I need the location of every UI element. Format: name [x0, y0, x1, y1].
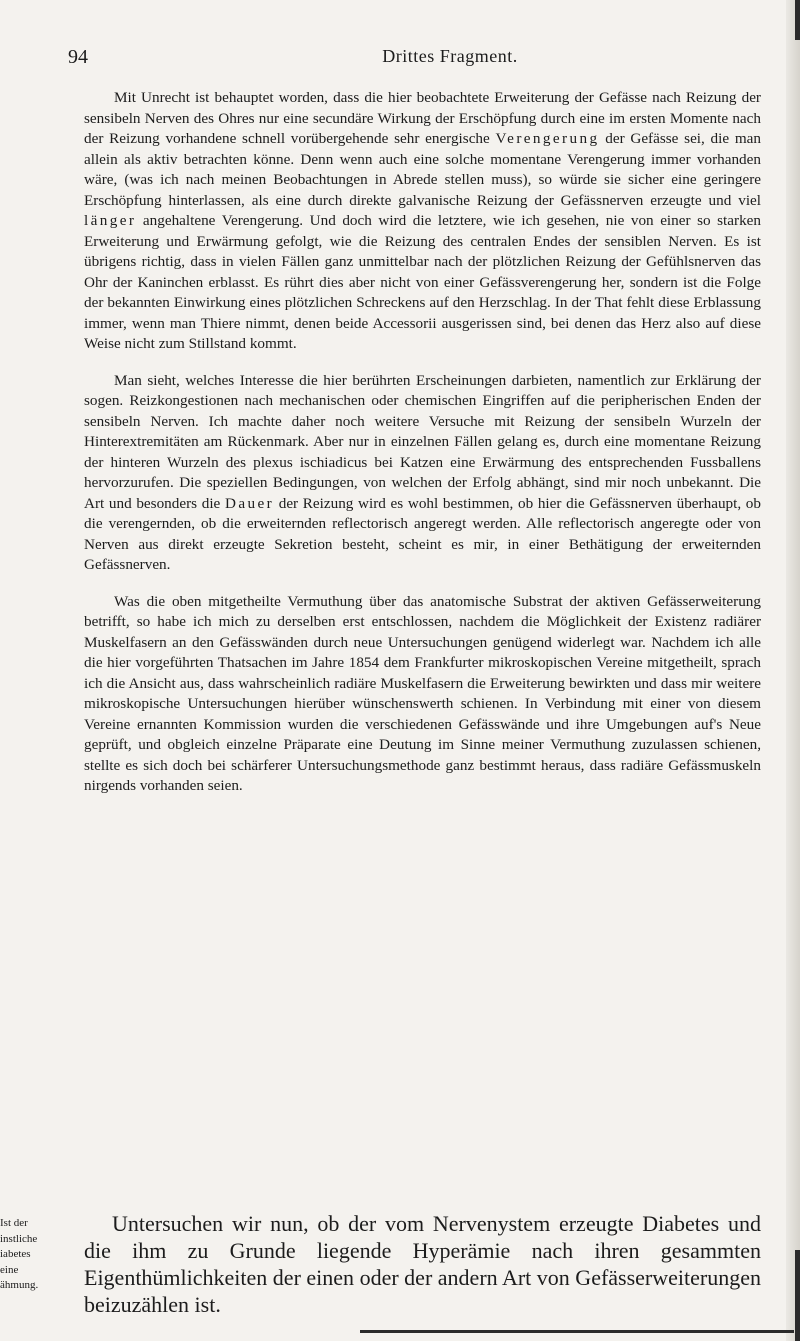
paragraph-2: [84, 371, 761, 576]
margin-note-line: Ist der: [0, 1217, 28, 1229]
paragraph-1-text-c: angehaltene Verengerung. Und doch wird die letztere, wie ich gesehen, nie von einer so starken Erweiterung und Erwärmung gefolgt, wie die Reizung des centralen Endes der sensiblen Nerven. Es ist übrigens richtig, dass in vielen Fällen ganz unmittelbar nach der plötzlichen Reizung der Gefühlsnerven das Ohr der Kaninchen erblasst. Es rührt dies aber nicht von einer Gefässverengerung her, sondern ist die Folge der bekannten Einwirkung eines plötzlichen Schreckens auf den Herzschlag. In der That fehlt diese Erblassung immer, wenn man Thiere nimmt, denen beide Accessorii ausgerissen sind, bei denen das Herz also auf diese Weise nicht zum Stillstand kommt.: [84, 212, 761, 352]
paragraph-1: [84, 88, 761, 355]
final-section: [84, 1210, 761, 1318]
page-edge-shadow: [786, 0, 800, 1341]
paragraph-3: [84, 592, 761, 797]
running-title: Drittes Fragment.: [382, 46, 518, 66]
margin-note-line: instliche: [0, 1232, 38, 1245]
margin-note: [0, 1216, 64, 1294]
margin-note-line: ähmung.: [0, 1279, 39, 1291]
margin-note-line: iabetes: [0, 1248, 31, 1260]
page-number: 94: [68, 46, 88, 68]
paragraph-3-text: Was die oben mitgetheilte Vermuthung über das anatomische Substrat der aktiven Gefässerweiterung betrifft, so habe ich mich zu derselben erst entschlossen, nachdem die Möglichkeit der Existenz radiärer Muskelfasern an den Gefässwänden durch neue Untersuchungen genügend widerlegt war. Nachdem ich alle die hier vorgeführten Thatsachen im Jahre 1854 dem Frankfurter mikroskopischen Vereine mitgetheilt, sprach ich die Ansicht aus, dass wahrscheinlich radiäre Muskelfasern die Erweiterung bewirkten und dass mir weitere mikroskopische Untersuchungen hierüber wünschenswerth schienen. In Verbindung mit einer von diesem Vereine ernannten Kommission wurden die verschiedenen Gefässwände und ihre Umgebungen auf's Neue geprüft, und obgleich einzelne Präparate eine Deutung im Sinne meiner Vermuthung zuzulassen schienen, stellte es sich doch bei schärferer Untersuchungsmethode ganz bestimmt heraus, dass radiäre Gefässmuskeln nirgends vorhanden seien.: [84, 592, 761, 794]
margin-note-line: eine: [0, 1263, 19, 1276]
paragraph-2-emphasis-dauer: Dauer: [224, 494, 275, 512]
paragraph-2-text-a: Man sieht, welches Interesse die hier berührten Erscheinungen darbieten, namentlich zur Erklärung der sogen. Reizkongestionen nach mechanischen oder chemischen Eingriffen auf die peripherischen Enden der sensibeln Nerven. Ich machte daher noch weitere Versuche mit Reizung der sensibeln Wurzeln der Hinterextremitäten am Rückenmark. Aber nur in einzelnen Fällen gelang es, durch eine momentane Reizung der hinteren Wurzeln des plexus ischiadicus bei Katzen eine Erwärmung des entsprechenden Fussballens hervorzurufen. Die speziellen Bedingungen, von welchen der Erfolg abhängt, sind mir noch unbekannt. Die Art und besonders die: [84, 371, 761, 512]
main-text: [84, 88, 761, 813]
binding-edge-bottom: [795, 1250, 800, 1341]
paragraph-1-emphasis-verengerung: Verengerung: [495, 130, 600, 147]
paragraph-1-text-a: Mit Unrecht ist behauptet worden, dass die hier beobachtete Erweiterung der Gefässe nach Reizung der sensibeln Nerven des Ohres nur eine secundäre Wirkung der Erschöpfung durch eine im ersten Momente nach der Reizung vorhandene schnell vorübergehende sehr energische: [84, 89, 761, 147]
paragraph-2-text-b: der Reizung wird es wohl bestimmen, ob hier die Gefässnerven überhaupt, ob die verengernden, ob die erweiternden reflectorisch angeregt werden. Alle reflectorisch angeregte oder von Nerven aus direkt erzeugte Sekretion besteht, scheint es mir, in einer Bethätigung der erweiternden Gefässnerven.: [84, 494, 761, 573]
final-paragraph: Untersuchen wir nun, ob der vom Nervenystem erzeugte Diabetes und die ihm zu Grunde liegende Hyperämie nach ihren gesammten Eigenthümlichkeiten der einen oder der andern Art von Gefässerweiterungen beizuzählen ist.: [84, 1211, 761, 1317]
bottom-edge-rule: [360, 1330, 794, 1333]
paragraph-1-emphasis-laenger: länger: [84, 212, 137, 229]
paragraph-1-text-b: der Gefässe sei, die man allein als aktiv betrachten könne. Denn wenn auch eine solche momentane Verengerung immer vorhanden wäre, (was ich nach meinen Beobachtungen in Abrede stellen muss), so würde sie sicher eine geringere Erschöpfung hinterlassen, als eine durch direkte galvanische Reizung der Gefässnerven erzeugte und viel: [84, 130, 761, 209]
binding-edge-top: [795, 0, 800, 40]
